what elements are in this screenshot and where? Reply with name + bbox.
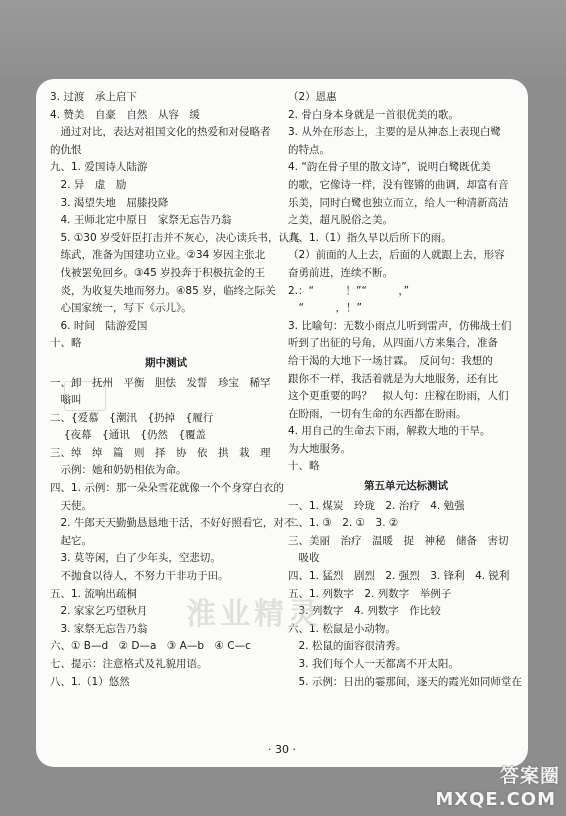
answer-line: 跟你不一样，我活着就是为大地服务，还有比 xyxy=(288,372,498,385)
answer-line: 4. 用自己的生命去下雨，解救大地的干旱。 xyxy=(288,425,491,438)
answer-line: 这个更重要的吗？ 拟人句：庄稼在盼雨，人们 xyxy=(288,390,509,403)
page-number: · 30 · xyxy=(268,743,296,756)
answer-line: 3. 列数字 4. 列数字 作比较 xyxy=(288,605,441,618)
answer-line: 的歌，它像诗一样，没有铿锵的曲调，却富有音 xyxy=(288,178,509,191)
answer-line: 不抛食以待人，不努力干非功于田。 xyxy=(50,570,229,583)
answer-line: 天使。 xyxy=(50,499,92,512)
answer-line: 4. 王师北定中原日 家祭无忘告乃翁 xyxy=(50,214,232,227)
answer-line: {夜幕 {通讯 {仍然 {覆盖 xyxy=(50,429,207,442)
answer-line: 乐美，同时白鹭也独立而立，给人一种清新高洁 xyxy=(288,196,509,209)
watermark-logo xyxy=(500,761,560,788)
answer-line: 3. 过渡 承上启下 xyxy=(50,91,137,103)
answer-line: 3. 渴望失地 屈膝投降 xyxy=(50,196,169,209)
answer-line: 3. 比喻句：无数小雨点儿听到雷声，仿佛战士们 xyxy=(288,319,512,332)
answer-line: 四、1. 示例：那一朵朵雪花就像一个个身穿白衣的 xyxy=(50,482,284,495)
answer-line: 2. 骨白身本身就是一首很优美的歌。 xyxy=(288,108,459,121)
watermark-main: 答案圈 xyxy=(499,765,560,787)
answer-line: 十、略 xyxy=(50,337,82,350)
answer-line: 3. 从外在形态上，主要的是从神态上表现白鹭 xyxy=(288,126,501,139)
answer-line: （2）恩惠 xyxy=(288,91,337,103)
answer-line: 2. 异 虚 励 xyxy=(50,178,127,191)
answer-line: 九、1.（1）指久旱以后所下的雨。 xyxy=(288,231,452,244)
answer-line: 一、1. 煤炭 玲珑 2. 治疗 4. 勉强 xyxy=(288,499,465,512)
answer-page xyxy=(36,79,528,767)
answer-line: 十、略 xyxy=(288,460,320,473)
answer-line: （2）前面的人上去，后面的人就跟上去，形容 xyxy=(288,249,505,262)
answer-line: 给干渴的大地下一场甘霖。 反问句：我想的 xyxy=(288,354,493,367)
right-column xyxy=(288,89,524,691)
answer-line: 吸收 xyxy=(288,552,320,565)
answer-line: 五、1. 流响出疏桐 xyxy=(50,587,137,600)
answer-line: 九、1. 爱国诗人陆游 xyxy=(50,161,148,174)
answer-line: 一、卸 抚州 平衡 胆怯 发誓 珍宝 稀罕 xyxy=(50,376,271,389)
answer-line: 的仇恨 xyxy=(50,143,82,156)
answer-line: 伐被罢免回乡。③45 岁投奔于积极抗金的王 xyxy=(50,266,266,279)
answer-line: 嗡叫 xyxy=(50,394,82,407)
answer-line: 2. 松鼠的面容很清秀。 xyxy=(288,640,407,653)
answer-line: 5. ①30 岁受奸臣打击并不灰心，决心读兵书，认真 xyxy=(50,231,300,244)
answer-line: 示例：她和奶奶相依为命。 xyxy=(50,464,187,477)
answer-line: 五、1. 列数字 2. 列数字 举例子 xyxy=(288,587,452,600)
answer-line: 八、1.（1）悠然 xyxy=(50,675,130,688)
answer-line: 炎，为收复失地而努力。④85 岁，临终之际关 xyxy=(50,284,276,297)
watermark-url: MXQE.COM xyxy=(435,789,556,810)
answer-line: 心国家统一，写下《示儿》。 xyxy=(50,302,192,315)
answer-line: 为大地服务。 xyxy=(288,442,351,455)
answer-line: “ ，！” xyxy=(288,302,362,315)
section-title: 期中测试 xyxy=(145,356,187,369)
watermark-mid: 淮业精灵 xyxy=(186,597,322,632)
answer-line: 之美，超凡脱俗之美。 xyxy=(288,214,393,227)
answer-line: 2. 家家乞巧望秋月 xyxy=(50,605,148,618)
section-title: 第五单元达标测试 xyxy=(364,480,448,493)
answer-line: 3. 莫等闲，白了少年头，空悲切。 xyxy=(50,552,221,565)
answer-line: 练武，准备为国建功立业。②34 岁因主张北 xyxy=(50,249,266,262)
answer-line: 2.：“ ！”“ ，” xyxy=(288,284,410,297)
answer-line: 听到了出征的号角，从四面八方来集合，准备 xyxy=(288,337,498,350)
answer-line: 2. 牛郎天天勤勤恳恳地干活，不好好照看它，对不 xyxy=(50,517,295,530)
answer-line: 6. 时间 陆游爱国 xyxy=(50,319,148,332)
answer-line: 通过对比，表达对祖国文化的热爱和对侵略者 xyxy=(50,126,271,139)
answer-line: 5. 示例：日出的霎那间，逐天的霞光如同师堂在 xyxy=(288,675,522,688)
answer-line: 三、美丽 治疗 温暖 捉 神秘 储备 害切 xyxy=(288,534,509,547)
answer-line: 四、1. 猛烈 剧烈 2. 强烈 3. 锋利 4. 锐利 xyxy=(288,570,510,583)
answer-line: 三、绰 绰 篇 则 择 协 依 拱 栽 理 xyxy=(50,446,271,459)
answer-line: 3. 家祭无忘告乃翁 xyxy=(50,622,148,635)
answer-line: 奋勇前进，连续不断。 xyxy=(288,266,393,279)
answer-line: 4. 赞美 自豪 自然 从容 缓 xyxy=(50,108,200,121)
answer-line: 3. 我们每个人一天都离不开太阳。 xyxy=(288,658,459,670)
answer-line: 起它。 xyxy=(50,534,92,547)
answer-line: 六、① B—d ② D—a ③ A—b ④ C—c xyxy=(50,640,251,653)
answer-line: 在盼雨，一切有生命的东西都在盼雨。 xyxy=(288,407,467,420)
answer-line: 4. “韵在骨子里的散文诗”，说明白鹭既优美 xyxy=(288,161,491,174)
answer-line: 七、提示：注意格式及礼貌用语。 xyxy=(50,658,208,670)
answer-line: 二、{爱慕 {潮汛 {扔掉 {履行 xyxy=(50,411,214,424)
answer-line: 二、1. ③ 2. ① 3. ② xyxy=(288,517,399,530)
scan-background xyxy=(0,0,566,79)
answer-line: 六、1. 松鼠是小动物。 xyxy=(288,622,396,635)
answer-line: 的特点。 xyxy=(288,143,330,156)
